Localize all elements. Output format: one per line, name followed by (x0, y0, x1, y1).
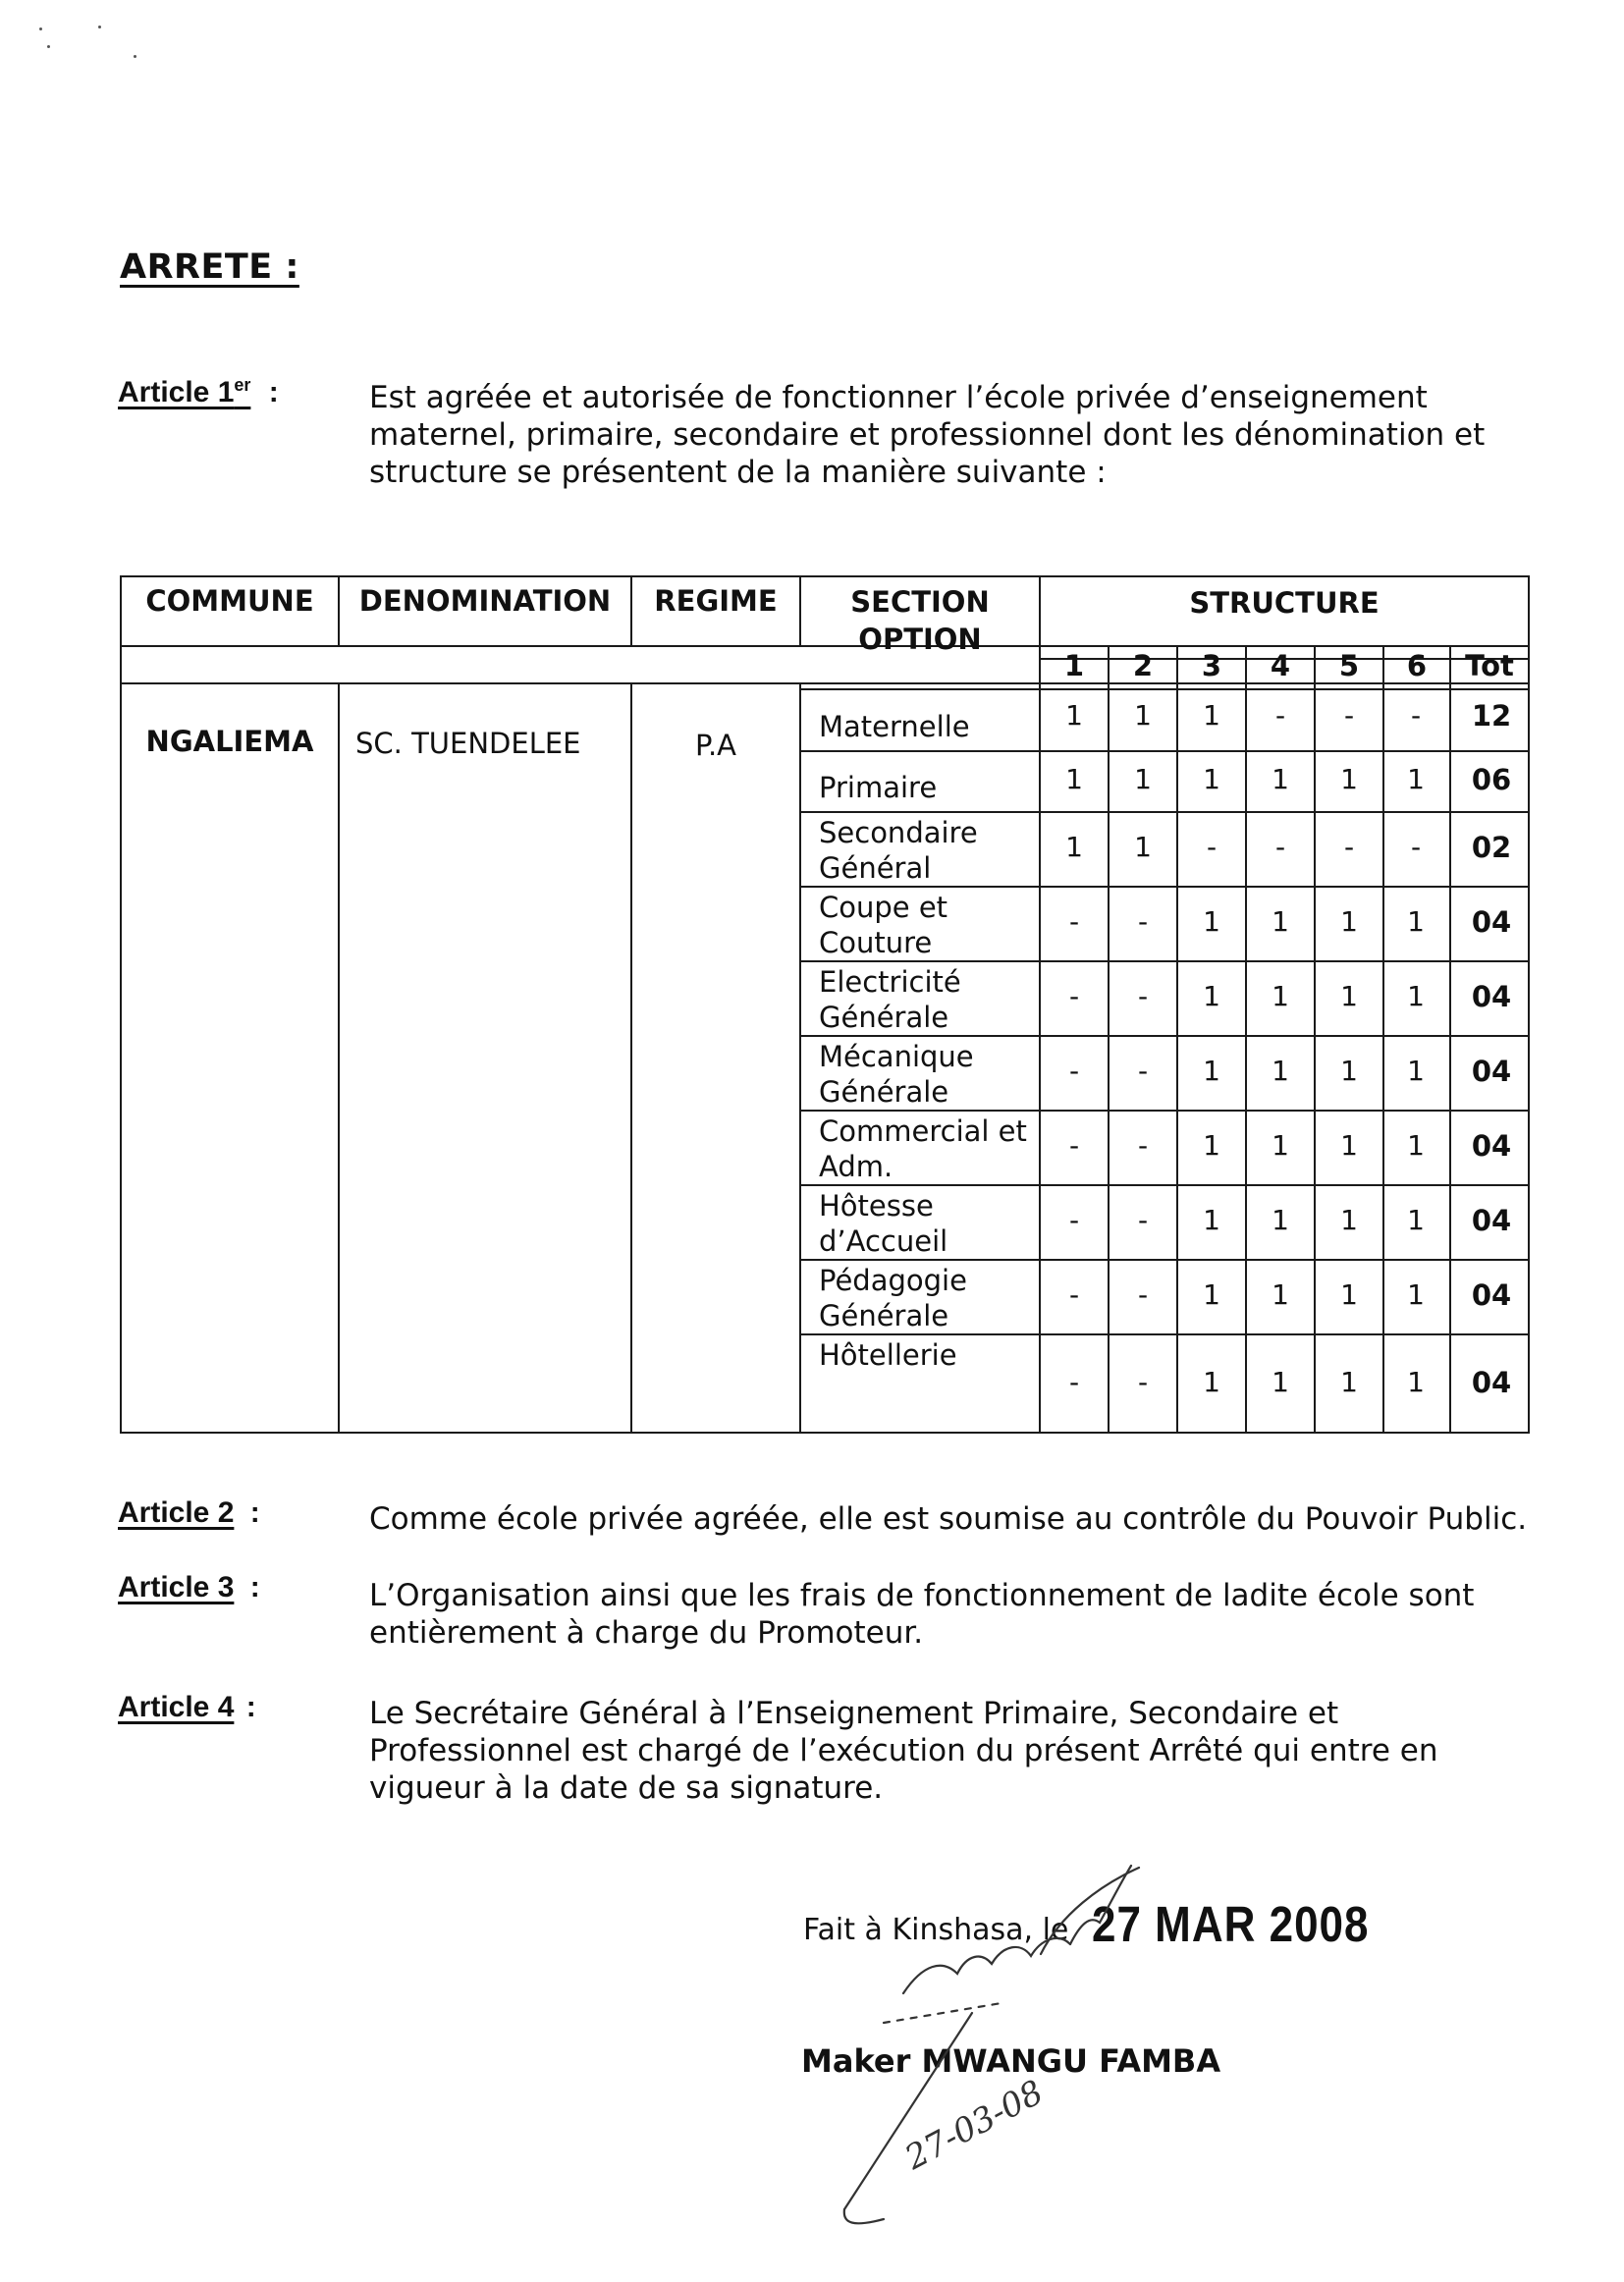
structure-value-cell: - (1343, 698, 1355, 732)
structure-value-cell: - (1137, 1278, 1149, 1311)
structure-value-cell: 1 (1340, 1055, 1358, 1087)
structure-col-4: 4 (1270, 649, 1291, 682)
article-1-label: Article 1er : (118, 375, 279, 408)
structure-value-cell: 1 (1272, 1204, 1289, 1236)
structure-value-cell: 1 (1340, 1129, 1358, 1162)
structure-value-cell: 1 (1407, 1366, 1425, 1398)
structure-value-cell: 1 (1203, 1366, 1220, 1398)
section-option-cell: Hôtesse d’Accueil (819, 1189, 948, 1258)
article-1-text: Est agréée et autorisée de fonctionner l’école privée d’enseignement maternel, primaire, secondaire et professionnel dont les dénomination et structure se présentent de la manière suivante : (369, 380, 1486, 490)
structure-value-cell: 1 (1065, 698, 1083, 732)
structure-total-cell: 04 (1471, 980, 1512, 1013)
article-2-label: Article 2 : (118, 1496, 260, 1529)
structure-value-cell: 1 (1272, 1278, 1289, 1311)
table-rule (799, 750, 1530, 752)
header-structure: STRUCTURE (1189, 586, 1380, 620)
structure-value-cell: - (1137, 980, 1149, 1012)
structure-value-cell: 1 (1203, 1055, 1220, 1087)
structure-total-cell: 04 (1471, 905, 1512, 939)
scan-speck (47, 45, 50, 48)
structure-value-cell: 1 (1407, 1129, 1425, 1162)
structure-value-cell: 1 (1340, 1366, 1358, 1398)
structure-col-5: 5 (1338, 649, 1360, 682)
structure-value-cell: 1 (1340, 763, 1358, 795)
structure-value-cell: 1 (1407, 980, 1425, 1012)
structure-value-cell: - (1068, 980, 1080, 1012)
section-option-cell: Pédagogie Générale (819, 1264, 967, 1332)
structure-total-cell: 12 (1471, 698, 1512, 733)
structure-value-cell: - (1343, 831, 1355, 863)
structure-total-cell: 06 (1471, 763, 1512, 796)
article-4-label: Article 4 : (118, 1691, 256, 1723)
structure-value-cell: - (1137, 1366, 1149, 1398)
structure-value-cell: 1 (1407, 763, 1425, 795)
structure-value-cell: 1 (1203, 980, 1220, 1012)
place-of-signature: Fait à Kinshasa, le (803, 1913, 1069, 1947)
table-rule (799, 960, 1530, 962)
structure-value-cell: - (1068, 1278, 1080, 1311)
section-option-cell: Hôtellerie (819, 1338, 957, 1372)
structure-value-cell: - (1206, 831, 1218, 863)
structure-value-cell: 1 (1407, 905, 1425, 938)
structure-total-cell: 04 (1471, 1055, 1512, 1088)
structure-value-cell: 1 (1203, 1204, 1220, 1236)
structure-value-cell: 1 (1272, 1366, 1289, 1398)
structure-value-cell: 1 (1134, 698, 1152, 732)
section-option-cell: Commercial et Adm. (819, 1114, 1027, 1183)
structure-total-cell: 02 (1471, 831, 1512, 864)
header-commune: COMMUNE (145, 584, 314, 618)
structure-value-cell: 1 (1340, 905, 1358, 938)
structure-value-cell: 1 (1272, 1055, 1289, 1087)
structure-value-cell: 1 (1203, 1278, 1220, 1311)
structure-value-cell: 1 (1272, 905, 1289, 938)
structure-value-cell: 1 (1134, 763, 1152, 795)
structure-value-cell: 1 (1203, 763, 1220, 795)
school-structure-table (120, 575, 1530, 1434)
section-option-cell: Secondaire Général (819, 816, 978, 885)
signatory-name: Maker MWANGU FAMBA (801, 2042, 1221, 2080)
header-denomination: DENOMINATION (358, 584, 612, 618)
structure-col-2: 2 (1132, 649, 1154, 682)
structure-value-cell: 1 (1203, 698, 1220, 732)
section-option-cell: Mécanique Générale (819, 1040, 974, 1109)
section-option-cell: Coupe et Couture (819, 891, 948, 959)
structure-value-cell: - (1137, 1204, 1149, 1236)
structure-value-cell: 1 (1272, 980, 1289, 1012)
header-regime: REGIME (654, 584, 778, 618)
structure-value-cell: - (1068, 1366, 1080, 1398)
structure-value-cell: 1 (1203, 1129, 1220, 1162)
structure-value-cell: 1 (1065, 763, 1083, 795)
structure-value-cell: 1 (1203, 905, 1220, 938)
table-rule (799, 886, 1530, 888)
handwritten-signature (746, 1846, 1296, 2258)
date-stamp: 27 MAR 2008 (1092, 1897, 1370, 1953)
header-section-option: SECTION OPTION (850, 585, 990, 656)
structure-value-cell: 1 (1134, 831, 1152, 863)
commune-value: NGALIEMA (145, 725, 314, 758)
structure-value-cell: - (1274, 831, 1286, 863)
table-rule (630, 682, 632, 1434)
decree-heading: ARRETE : (120, 247, 299, 287)
structure-value-cell: 1 (1407, 1278, 1425, 1311)
structure-col-total: Tot (1465, 649, 1514, 682)
structure-value-cell: - (1137, 1129, 1149, 1162)
structure-col-1: 1 (1063, 649, 1085, 682)
scan-speck (134, 55, 136, 58)
article-4-text: Le Secrétaire Général à l’Enseignement Primaire, Secondaire et Professionnel est chargé de l’exécution du présent Arrêté qui entre en vigueur à la date de sa signature. (369, 1696, 1438, 1806)
structure-value-cell: - (1137, 1055, 1149, 1087)
structure-col-6: 6 (1406, 649, 1428, 682)
structure-value-cell: 1 (1340, 1204, 1358, 1236)
article-2-text: Comme école privée agréée, elle est soumise au contrôle du Pouvoir Public. (369, 1501, 1528, 1537)
structure-total-cell: 04 (1471, 1129, 1512, 1163)
structure-value-cell: - (1274, 698, 1286, 732)
structure-value-cell: 1 (1407, 1055, 1425, 1087)
table-rule (799, 1333, 1530, 1335)
table-rule (799, 688, 1530, 690)
structure-total-cell: 04 (1471, 1366, 1512, 1399)
scan-speck (98, 26, 101, 28)
section-option-cell: Electricité Générale (819, 965, 961, 1034)
structure-value-cell: 1 (1272, 1129, 1289, 1162)
denomination-value: SC. TUENDELEE (355, 727, 581, 760)
scan-speck (39, 27, 42, 30)
table-rule (799, 1035, 1530, 1037)
structure-total-cell: 04 (1471, 1278, 1512, 1312)
structure-total-cell: 04 (1471, 1204, 1512, 1237)
structure-value-cell: - (1068, 1055, 1080, 1087)
structure-value-cell: 1 (1340, 1278, 1358, 1311)
structure-value-cell: - (1410, 831, 1422, 863)
structure-value-cell: 1 (1407, 1204, 1425, 1236)
structure-value-cell: - (1068, 905, 1080, 938)
article-3-text: L’Organisation ainsi que les frais de fonctionnement de ladite école sont entièrement à charge du Promoteur. (369, 1578, 1475, 1651)
structure-value-cell: - (1068, 1129, 1080, 1162)
structure-col-3: 3 (1201, 649, 1222, 682)
structure-value-cell: - (1137, 905, 1149, 938)
table-rule (799, 811, 1530, 813)
table-rule (799, 1259, 1530, 1261)
table-rule (799, 1184, 1530, 1186)
table-rule (799, 1110, 1530, 1112)
section-option-cell: Primaire (819, 771, 938, 804)
table-rule (799, 682, 801, 1434)
structure-value-cell: - (1068, 1204, 1080, 1236)
article-3-label: Article 3 : (118, 1571, 260, 1603)
handwritten-date: 27-03-08 (898, 2072, 1051, 2178)
structure-value-cell: 1 (1065, 831, 1083, 863)
structure-value-cell: 1 (1340, 980, 1358, 1012)
structure-value-cell: 1 (1272, 763, 1289, 795)
table-rule (338, 682, 340, 1434)
section-option-cell: Maternelle (819, 710, 970, 743)
regime-value: P.A (694, 729, 737, 762)
structure-value-cell: - (1410, 698, 1422, 732)
